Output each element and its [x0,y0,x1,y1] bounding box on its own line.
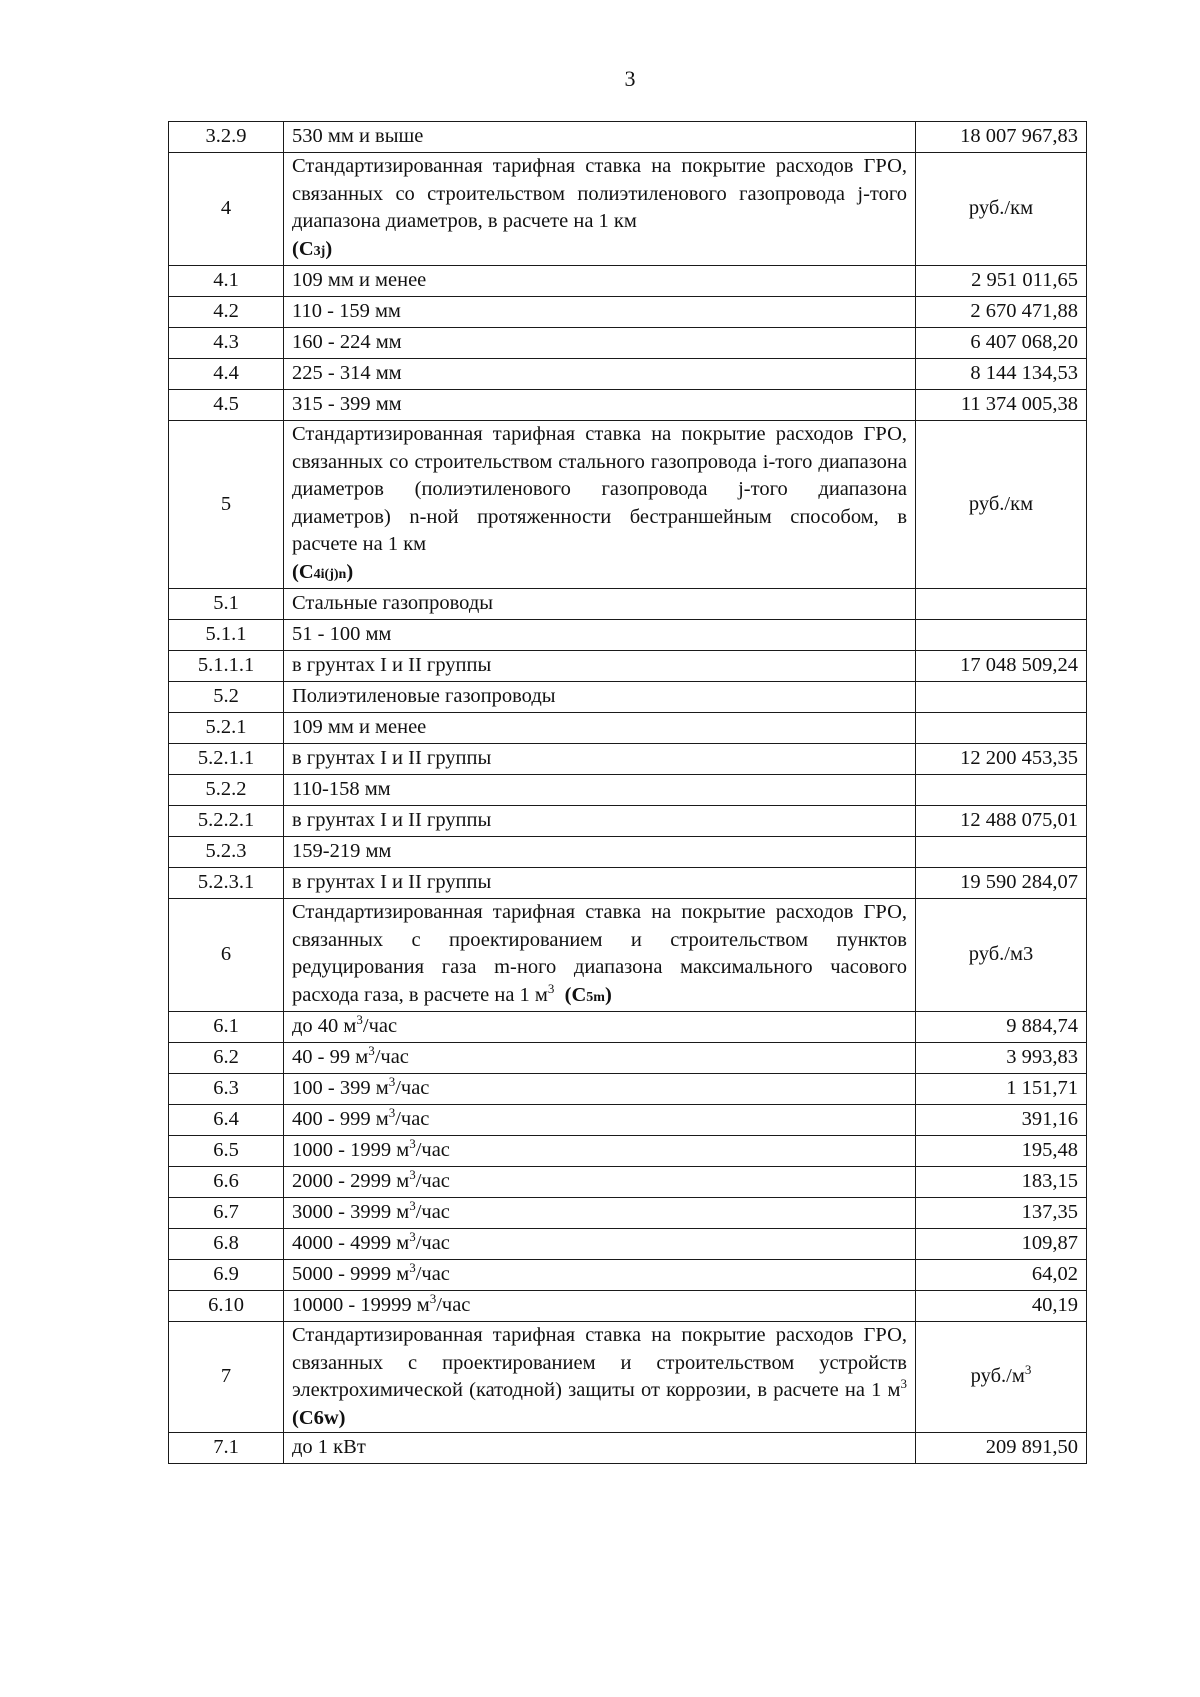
table-row [169,837,1087,868]
row-number: 6.2 [169,1043,284,1074]
description-text: Стандартизированная тарифная ставка на покрытие расходов ГРО, связанных со строительством полиэтиленового газопровода j-того диапазона диаметров, в расчете на 1 км [292,155,907,232]
table-row [169,1074,1087,1105]
row-value [916,682,1087,713]
row-name: 225 - 314 мм [284,359,916,390]
table-row [169,1198,1087,1229]
table-row [169,328,1087,359]
row-name: в грунтах I и II группы [284,868,916,899]
row-name: 110 - 159 мм [284,297,916,328]
row-number: 4.1 [169,266,284,297]
row-unit: руб./м3 [916,899,1087,1012]
table-row [169,713,1087,744]
rate-symbol: (C3j) [292,237,333,260]
row-name: 40 - 99 $м^3$/час [284,1043,916,1074]
row-value: 18 007 967,83 [916,122,1087,153]
row-number: 6.1 [169,1012,284,1043]
row-value: 8 144 134,53 [916,359,1087,390]
description-text: Стандартизированная тарифная ставка на покрытие расходов ГРО, связанных с проектированием и строительством устройств электрохимической (катодной) защиты от коррозии, в расчете на 1 м [292,1324,907,1401]
table-row [169,1433,1087,1464]
table-row [169,1043,1087,1074]
row-name: 160 - 224 мм [284,328,916,359]
row-value: 19 590 284,07 [916,868,1087,899]
row-value [916,620,1087,651]
table-row [169,744,1087,775]
row-value: 1 151,71 [916,1074,1087,1105]
row-value: 3 993,83 [916,1043,1087,1074]
table-row [169,1229,1087,1260]
table-row [169,868,1087,899]
row-name: до 40 $м^3$/час [284,1012,916,1043]
row-value: 17 048 509,24 [916,651,1087,682]
table-row [169,1105,1087,1136]
row-number: 6.8 [169,1229,284,1260]
row-name: 1000 - 1999 $м^3$/час [284,1136,916,1167]
table-row [169,1291,1087,1322]
row-name: 2000 - 2999 $м^3$/час [284,1167,916,1198]
row-value [916,837,1087,868]
row-value: 137,35 [916,1198,1087,1229]
row-name: 3000 - 3999 $м^3$/час [284,1198,916,1229]
row-name: Стальные газопроводы [284,589,916,620]
row-number: 6.7 [169,1198,284,1229]
row-number: 5.2.2.1 [169,806,284,837]
row-value: 12 200 453,35 [916,744,1087,775]
row-name: 4000 - 4999 $м^3$/час [284,1229,916,1260]
table-row [169,122,1087,153]
row-name: 530 мм и выше [284,122,916,153]
row-number: 4.2 [169,297,284,328]
row-name: до 1 кВт [284,1433,916,1464]
row-value: 2 951 011,65 [916,266,1087,297]
table-row [169,359,1087,390]
page-number: 3 [624,66,636,91]
row-value [916,589,1087,620]
row-name: 110-158 мм [284,775,916,806]
row-number: 6 [169,899,284,1012]
table-row-section [169,421,1087,589]
row-number: 5.2 [169,682,284,713]
row-number: 6.10 [169,1291,284,1322]
table-row [169,390,1087,421]
row-number: 4 [169,153,284,266]
row-number: 5.2.3 [169,837,284,868]
row-unit: руб./км [916,421,1087,589]
row-number: 3.2.9 [169,122,284,153]
row-name: 109 мм и менее [284,713,916,744]
table-row [169,589,1087,620]
row-name: 5000 - 9999 $м^3$/час [284,1260,916,1291]
row-number: 6.5 [169,1136,284,1167]
rate-symbol: (C6w) [292,1406,346,1429]
row-value: 195,48 [916,1136,1087,1167]
row-number: 5.1.1.1 [169,651,284,682]
row-description: Стандартизированная тарифная ставка на покрытие расходов ГРО, связанных с проектированием и строительством пунктов редуцирования газа m-ного диапазона максимального часового расхода газа, в расчете на 1 $м^3$ (C5m) [284,899,916,1012]
table-row [169,651,1087,682]
row-number: 6.3 [169,1074,284,1105]
row-number: 4.3 [169,328,284,359]
row-value: 40,19 [916,1291,1087,1322]
row-name: в грунтах I и II группы [284,744,916,775]
table-row [169,682,1087,713]
row-value: 209 891,50 [916,1433,1087,1464]
row-number: 5.2.1.1 [169,744,284,775]
row-value: 9 884,74 [916,1012,1087,1043]
table-row [169,1167,1087,1198]
row-unit: руб./км [916,153,1087,266]
table-row [169,806,1087,837]
table-row-section [169,1322,1087,1433]
row-number: 5.1 [169,589,284,620]
tariff-table [168,121,1087,1464]
row-value: 11 374 005,38 [916,390,1087,421]
row-name: 315 - 399 мм [284,390,916,421]
row-value: 183,15 [916,1167,1087,1198]
row-value [916,775,1087,806]
row-number: 5.2.3.1 [169,868,284,899]
row-name: 400 - 999 $м^3$/час [284,1105,916,1136]
table-row [169,1260,1087,1291]
table-row [169,1012,1087,1043]
table-row [169,297,1087,328]
description-text: Стандартизированная тарифная ставка на покрытие расходов ГРО, связанных со строительством стального газопровода i-того диапазона диаметров (полиэтиленового газопровода j-того диапазона диаметров) n-ной протяженности бестраншейным способом, в расчете на 1 км [292,423,907,555]
row-name: в грунтах I и II группы [284,806,916,837]
row-number: 6.6 [169,1167,284,1198]
rate-symbol: (C5m) [564,983,612,1006]
row-description: Стандартизированная тарифная ставка на покрытие расходов ГРО, связанных с проектированием и строительством устройств электрохимической (катодной) защиты от коррозии, в расчете на 1 $м^3$ (C6w) [284,1322,916,1433]
row-description [284,153,916,266]
table-row-section [169,899,1087,1012]
row-number: 7 [169,1322,284,1433]
row-value: 2 670 471,88 [916,297,1087,328]
row-name: 51 - 100 мм [284,620,916,651]
row-name: Полиэтиленовые газопроводы [284,682,916,713]
row-number: 5 [169,421,284,589]
row-unit: $руб./м^3$ [916,1322,1087,1433]
table-row [169,1136,1087,1167]
table-row [169,775,1087,806]
row-value: 6 407 068,20 [916,328,1087,359]
row-number: 5.2.1 [169,713,284,744]
row-value: 64,02 [916,1260,1087,1291]
rate-symbol: (C4i(j)n) [292,560,354,583]
row-number: 5.1.1 [169,620,284,651]
row-value: 12 488 075,01 [916,806,1087,837]
description-text: Стандартизированная тарифная ставка на покрытие расходов ГРО, связанных с проектированием и строительством пунктов редуцирования газа m-ного диапазона максимального часового расхода газа, в расчете на 1 м [292,901,907,1006]
row-name: 109 мм и менее [284,266,916,297]
row-number: 4.4 [169,359,284,390]
row-number: 6.9 [169,1260,284,1291]
row-number: 6.4 [169,1105,284,1136]
row-number: 7.1 [169,1433,284,1464]
table-row [169,266,1087,297]
row-value [916,713,1087,744]
row-name: в грунтах I и II группы [284,651,916,682]
table-row [169,620,1087,651]
row-value: 109,87 [916,1229,1087,1260]
row-name: 10000 - 19999 $м^3$/час [284,1291,916,1322]
row-number: 5.2.2 [169,775,284,806]
row-name: 100 - 399 $м^3$/час [284,1074,916,1105]
row-value: 391,16 [916,1105,1087,1136]
row-number: 4.5 [169,390,284,421]
row-name: 159-219 мм [284,837,916,868]
row-description [284,421,916,589]
table-row-section [169,153,1087,266]
